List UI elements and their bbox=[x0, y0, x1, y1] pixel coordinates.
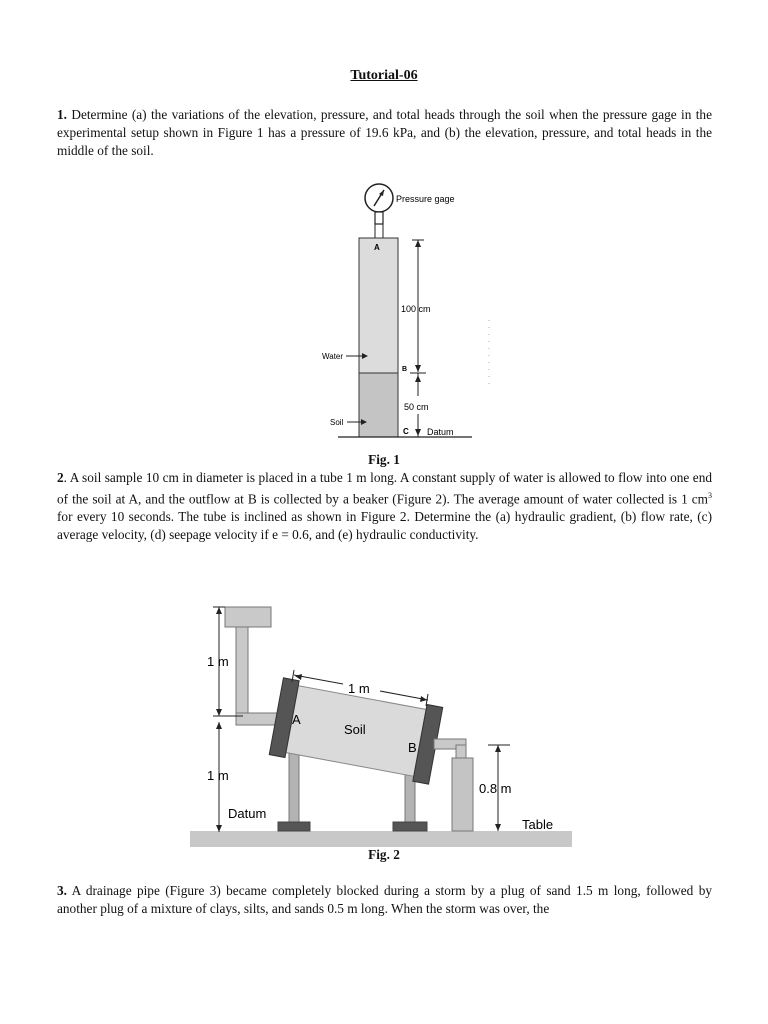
question-2-text-a: . A soil sample 10 cm in diameter is placed in a tube 1 m long. A constant supply of water is allowed to flow into one end of the soil at A, and the outflow at B is collected by a beaker (Figure 2). The average amount of water collected is 1 cm bbox=[57, 470, 712, 507]
fig1-water-label: Water bbox=[322, 352, 344, 361]
fig1-label-c: C bbox=[403, 427, 409, 436]
figure-1-caption: Fig. 1 bbox=[368, 452, 400, 467]
fig2-reservoir bbox=[225, 607, 271, 627]
fig1-dim-50cm: 50 cm bbox=[404, 402, 429, 412]
question-2-superscript: 3 bbox=[708, 491, 712, 500]
fig1-label-a: A bbox=[374, 243, 380, 252]
fig1-gage-label: Pressure gage bbox=[396, 194, 455, 204]
question-1 bbox=[57, 106, 712, 160]
question-3 bbox=[57, 882, 712, 918]
fig1-water-column bbox=[359, 238, 398, 373]
figure-2 bbox=[185, 595, 577, 850]
fig2-outlet-height: 0.8 m bbox=[479, 781, 512, 796]
fig2-height-bottom: 1 m bbox=[207, 768, 229, 783]
fig1-soil-label: Soil bbox=[330, 418, 344, 427]
fig2-height-top: 1 m bbox=[207, 654, 229, 669]
question-1-text: Determine (a) the variations of the elevation, pressure, and total heads through the soil when the pressure gage in the experimental setup shown in Figure 1 has a pressure of 19.6 kPa, and (b) the elevation, pressure, and total heads in the middle of the soil. bbox=[57, 107, 712, 158]
fig2-length-label: 1 m bbox=[348, 681, 370, 696]
fig2-label-b: B bbox=[408, 740, 417, 755]
fig1-label-b: B bbox=[402, 366, 408, 373]
page-title: Tutorial-06 bbox=[350, 68, 418, 83]
fig1-dim-100cm: 100 cm bbox=[401, 304, 431, 314]
fig1-soil-column bbox=[359, 373, 398, 437]
question-2 bbox=[57, 469, 712, 544]
fig2-datum-label: Datum bbox=[228, 806, 267, 821]
figure-2-caption: Fig. 2 bbox=[368, 847, 400, 862]
fig2-table-label: Table bbox=[522, 817, 554, 832]
fig2-table bbox=[190, 831, 572, 847]
question-2-text-b: for every 10 seconds. The tube is inclined as shown in Figure 2. Determine the (a) hydraulic gradient, (b) flow rate, (c) average velocity, (d) seepage velocity if e = 0.6, and (e) hydraulic conductivity. bbox=[57, 509, 712, 543]
question-2-number: 2 bbox=[57, 470, 64, 485]
fig1-datum-label: Datum bbox=[427, 427, 454, 437]
fig2-soil-label: Soil bbox=[344, 722, 366, 737]
figure-1 bbox=[300, 180, 500, 448]
question-1-number: 1. bbox=[57, 107, 67, 122]
question-3-text: A drainage pipe (Figure 3) became completely blocked during a storm by a plug of sand 1.5 m long, followed by another plug of a mixture of clays, silts, and sands 0.5 m long. When the storm was over, the bbox=[57, 883, 712, 916]
fig2-label-a: A bbox=[292, 712, 301, 727]
question-3-number: 3. bbox=[57, 883, 67, 898]
fig2-beaker bbox=[452, 758, 473, 831]
